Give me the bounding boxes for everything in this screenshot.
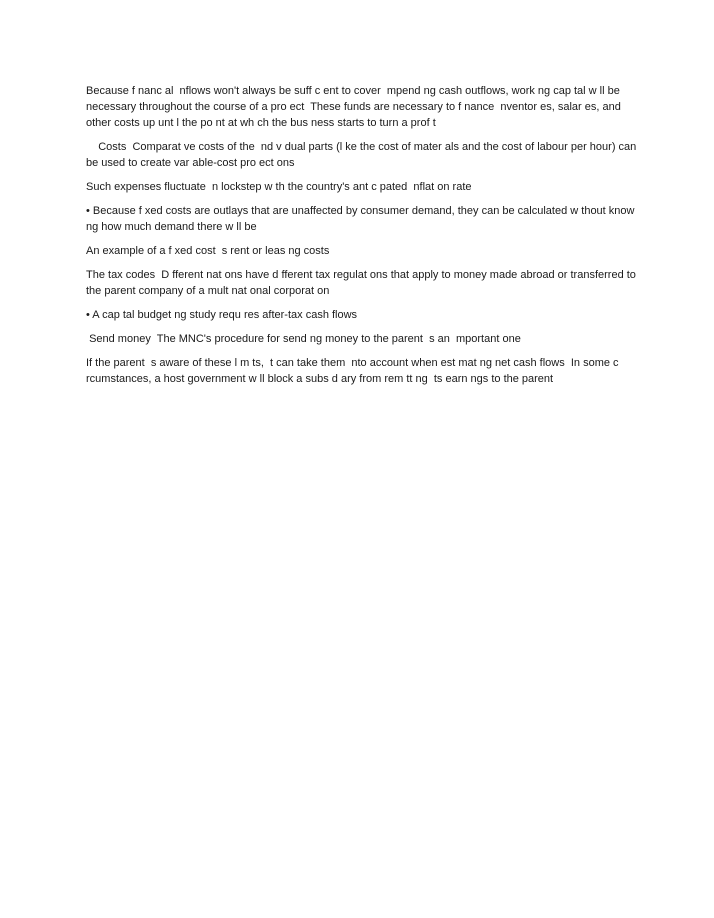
paragraph-remittance-limits: If the parent s aware of these l m ts, t can take them nto account when est mat ng net cash flows In some c rcumstances, a host government w ll block a subs d ary from rem tt ng ts earn ngs to the parent — [86, 357, 622, 385]
paragraph-costs: Costs Comparat ve costs of the nd v dual parts (l ke the cost of mater als and the cost of labour per hour) can be used to create var able-cost pro ect ons — [86, 141, 640, 169]
paragraph-after-tax-bullet: • A cap tal budget ng study requ res after-tax cash flows — [86, 309, 358, 321]
paragraph-fixed-cost-example: An example of a f xed cost s rent or leas ng costs — [86, 245, 330, 257]
document-body — [86, 83, 646, 395]
paragraph-fixed-costs-bullet: • Because f xed costs are outlays that are unaffected by consumer demand, they can be calculated w thout know ng how much demand there w ll be — [86, 205, 638, 233]
paragraph-tax-codes: The tax codes D fferent nat ons have d fferent tax regulat ons that apply to money made abroad or transferred to the parent company of a mult nat onal corporat on — [86, 269, 639, 297]
paragraph-inflation: Such expenses fluctuate n lockstep w th the country's ant c pated nflat on rate — [86, 181, 472, 193]
paragraph-send-money: Send money The MNC's procedure for send ng money to the parent s an mportant one — [86, 333, 521, 345]
paragraph-working-capital: Because f nanc al nflows won't always be suff c ent to cover mpend ng cash outflows, work ng cap tal w ll be necessary throughout the course of a pro ect These funds are necessary to f nance nventor es, salar es, and other costs up unt l the po nt at wh ch the bus ness starts to turn a prof t — [86, 85, 624, 129]
